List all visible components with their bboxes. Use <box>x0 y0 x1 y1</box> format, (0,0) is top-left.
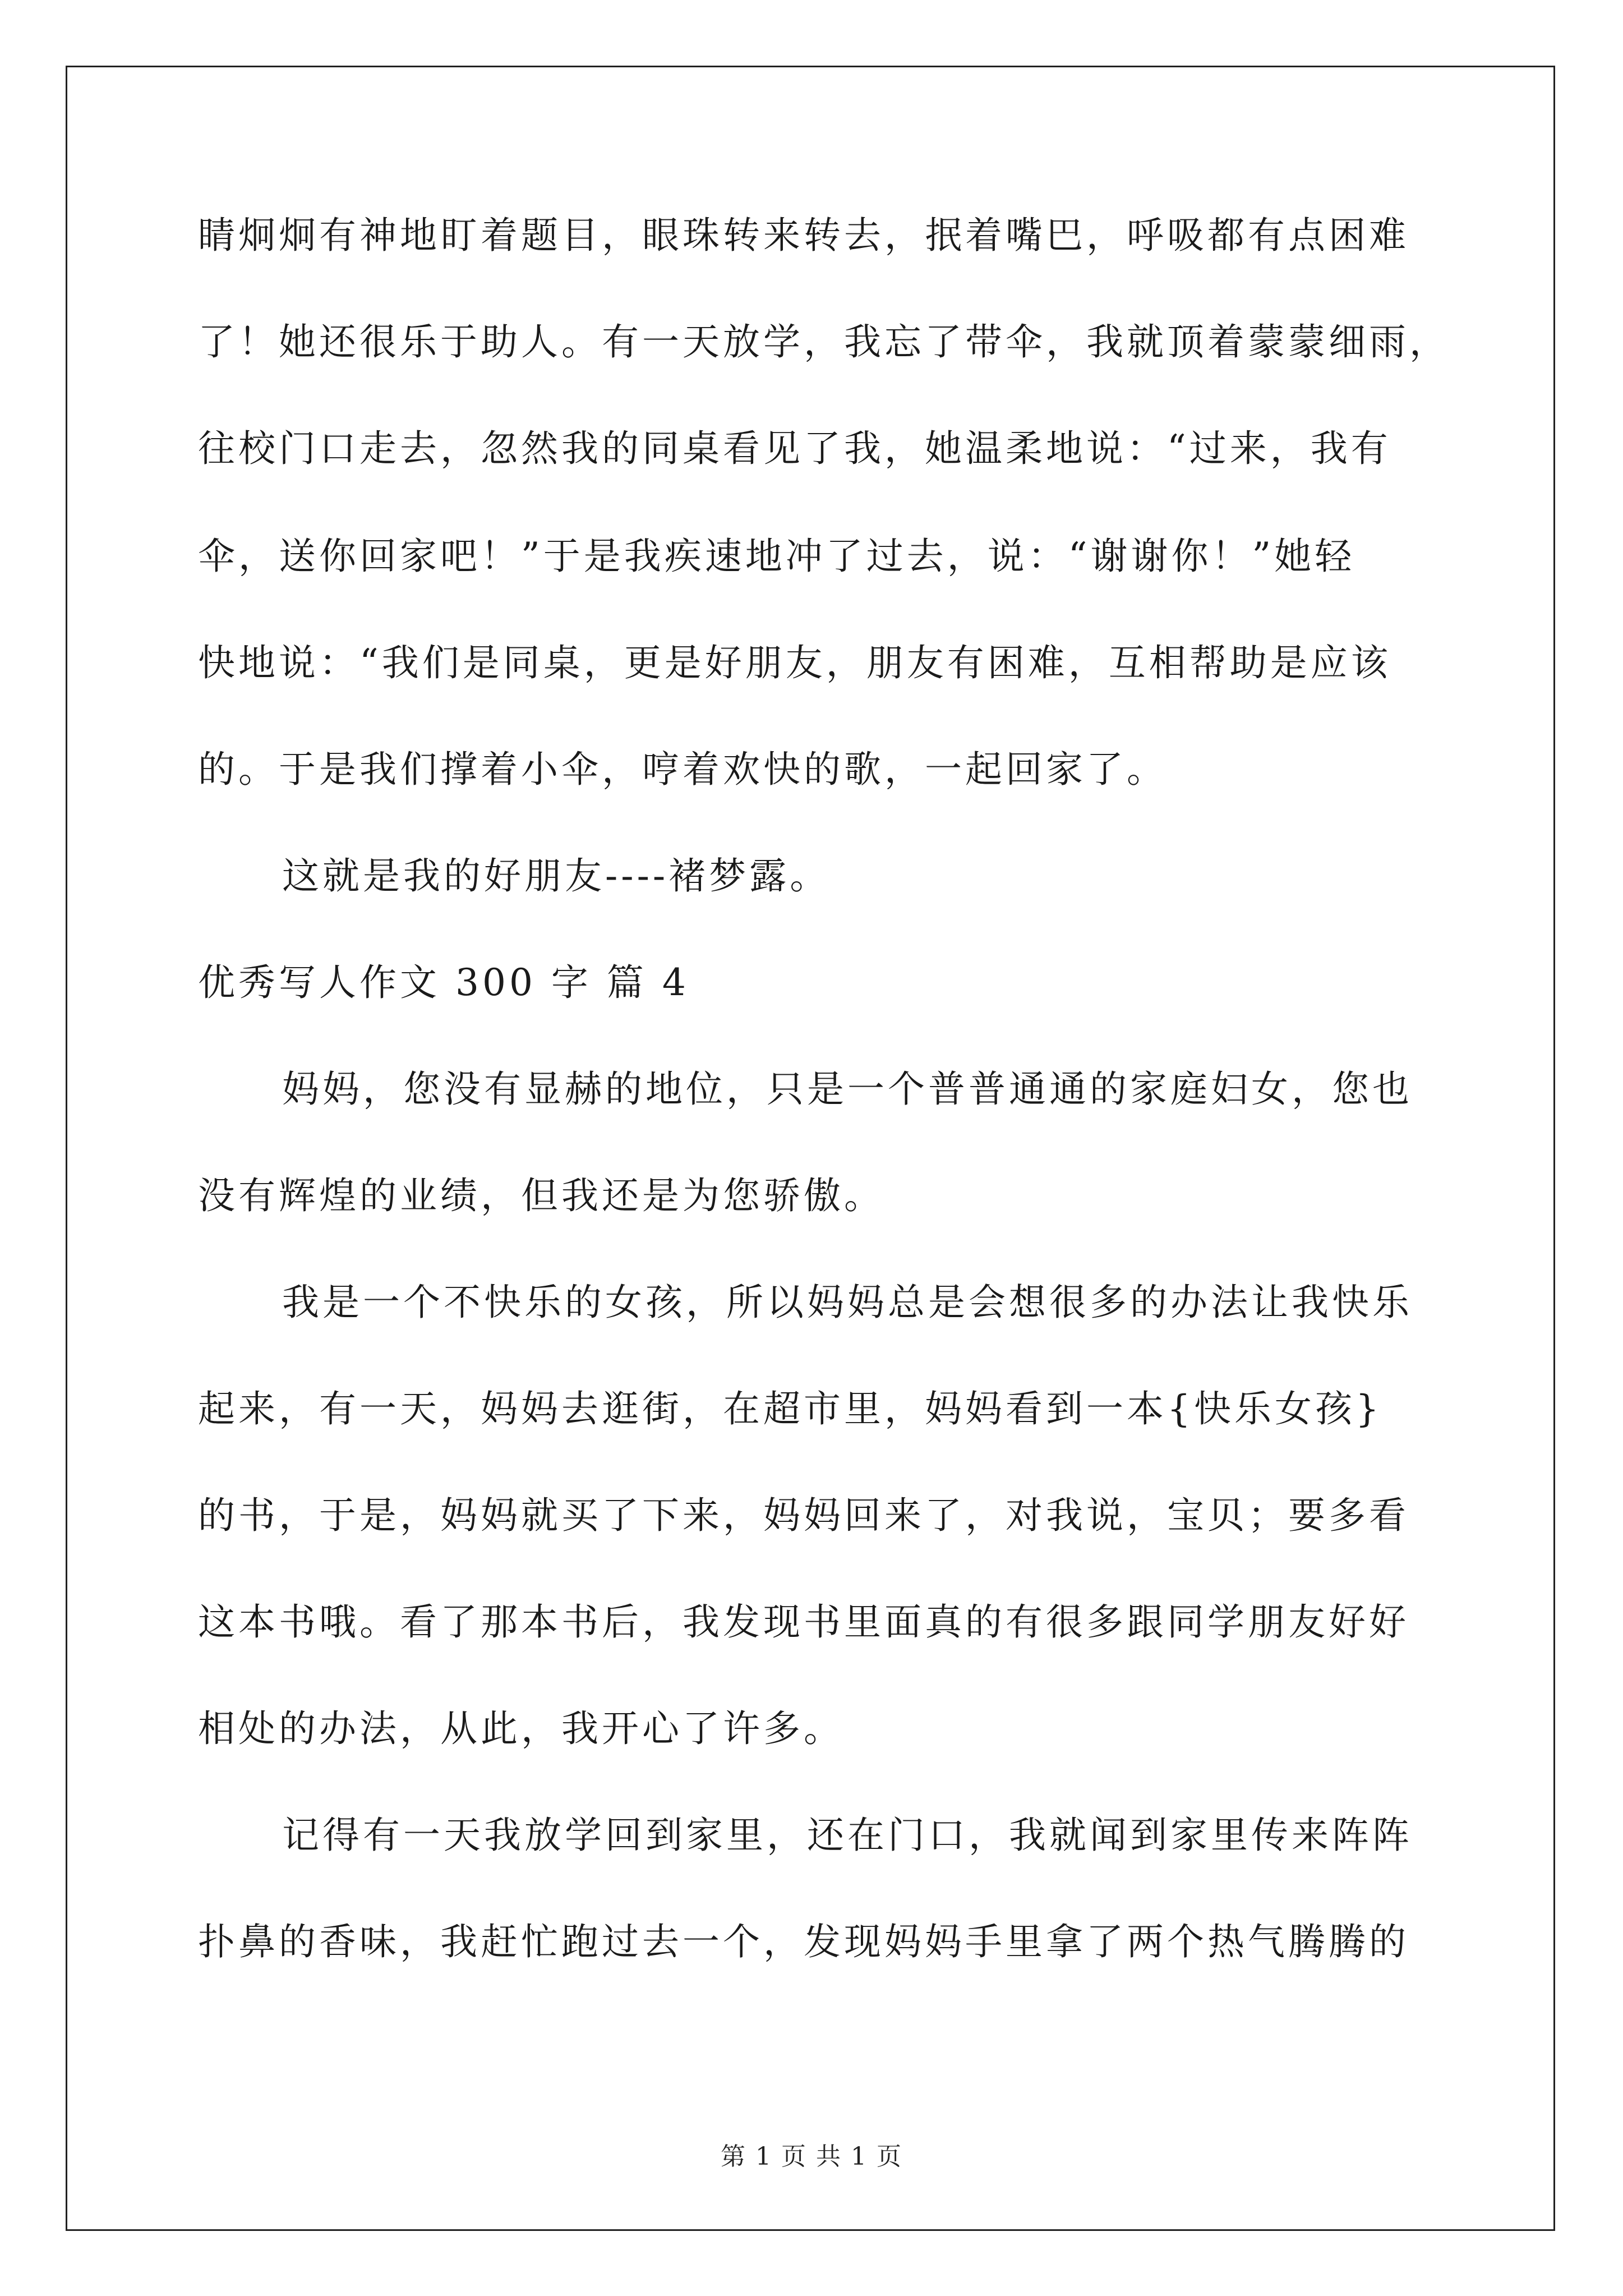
page-number: 第 1 页 共 1 页 <box>721 2142 902 2171</box>
text-line: 我是一个不快乐的女孩，所以妈妈总是会想很多的办法让我快乐 <box>282 1281 1413 1324</box>
text-line: 起来，有一天，妈妈去逛街，在超市里，妈妈看到一本{快乐女孩} <box>198 1387 1382 1430</box>
text-line: 这本书哦。看了那本书后，我发现书里面真的有很多跟同学朋友好好 <box>198 1600 1409 1644</box>
text-line: 记得有一天我放学回到家里，还在门口，我就闻到家里传来阵阵 <box>282 1814 1413 1857</box>
page-border <box>66 66 1555 2231</box>
text-line: 扑鼻的香味，我赶忙跑过去一个，发现妈妈手里拿了两个热气腾腾的 <box>198 1920 1409 1963</box>
text-line: 快地说：“我们是同桌，更是好朋友，朋友有困难，互相帮助是应该 <box>198 641 1391 684</box>
text-line: 这就是我的好朋友----褚梦露。 <box>282 854 831 898</box>
text-line: 往校门口走去，忽然我的同桌看见了我，她温柔地说：“过来，我有 <box>198 427 1391 470</box>
text-line: 的书，于是，妈妈就买了下来，妈妈回来了，对我说，宝贝；要多看 <box>198 1494 1409 1537</box>
text-line: 的。于是我们撑着小伞，哼着欢快的歌，一起回家了。 <box>198 748 1167 791</box>
section-heading: 优秀写人作文 300 字 篇 4 <box>198 961 689 1004</box>
text-line: 了！她还很乐于助人。有一天放学，我忘了带伞，我就顶着蒙蒙细雨， <box>198 320 1450 364</box>
text-line: 伞，送你回家吧！”于是我疾速地冲了过去，说：“谢谢你！”她轻 <box>198 535 1355 578</box>
text-line: 睛炯炯有神地盯着题目，眼珠转来转去，抿着嘴巴，呼吸都有点困难 <box>198 214 1409 257</box>
text-line: 相处的办法，从此，我开心了许多。 <box>198 1707 844 1750</box>
text-line: 妈妈，您没有显赫的地位，只是一个普普通通的家庭妇女，您也 <box>282 1068 1413 1111</box>
text-line: 没有辉煌的业绩，但我还是为您骄傲。 <box>198 1174 884 1217</box>
